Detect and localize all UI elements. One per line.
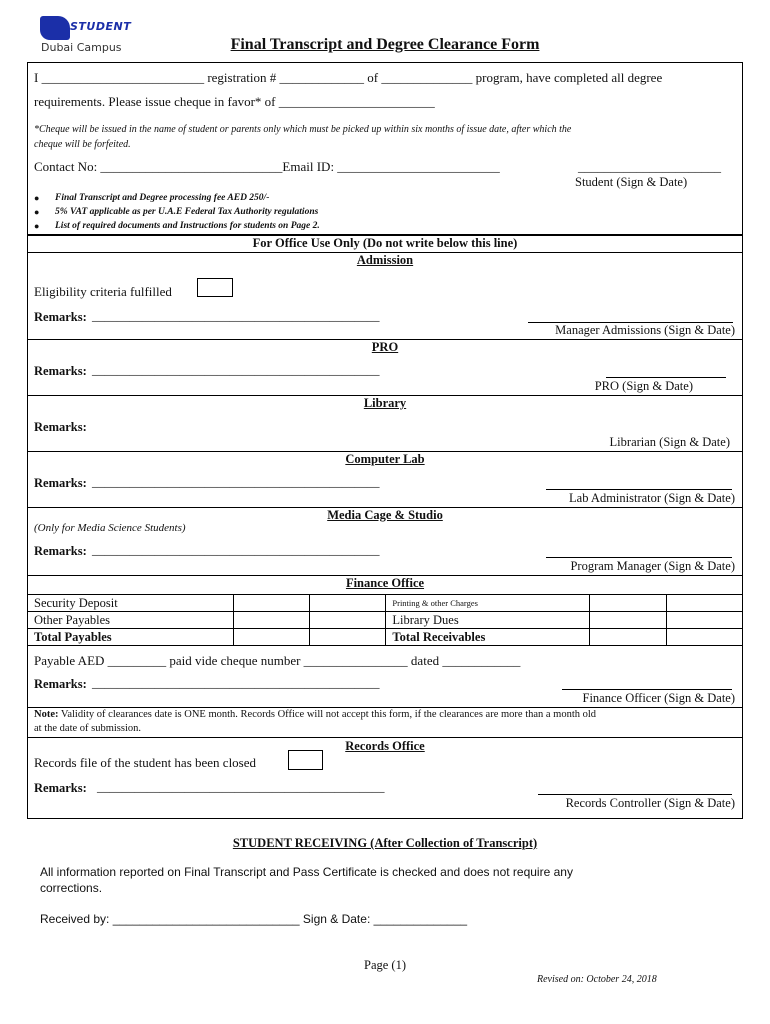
media-note: (Only for Media Science Students): [34, 522, 186, 534]
table-row: [28, 629, 743, 646]
validity-note-text: Validity of clearances date is ONE month. Records Office will not accept this form, if the clearances are more than a month old: [58, 709, 597, 720]
finance-sign-line[interactable]: [562, 689, 732, 690]
pro-sign-line[interactable]: [606, 377, 726, 378]
finance-cell[interactable]: [233, 612, 309, 629]
finance-right-label: Total Receivables: [386, 629, 590, 646]
finance-cell[interactable]: [310, 612, 386, 629]
eligibility-label: Eligibility criteria fulfilled: [34, 284, 172, 299]
eligibility-checkbox[interactable]: [197, 278, 233, 297]
finance-cell[interactable]: [666, 612, 742, 629]
validity-note-label: Note:: [34, 709, 59, 720]
media-sign-label: Program Manager (Sign & Date): [570, 559, 735, 573]
finance-cell[interactable]: [310, 595, 386, 612]
computer-lab-heading: Computer Lab: [345, 452, 425, 466]
received-by-line[interactable]: Received by: ____________________________ Sign & Date: ______________: [40, 912, 468, 926]
divider: [27, 737, 743, 738]
finance-left-label: Security Deposit: [28, 595, 234, 612]
bullet-fee: Final Transcript and Degree processing fee AED 250/-: [55, 193, 270, 203]
finance-remarks-label: Remarks:: [34, 677, 87, 691]
finance-cell[interactable]: [233, 595, 309, 612]
finance-remarks-line[interactable]: ______________________________________________: [92, 676, 380, 690]
cheque-note: *Cheque will be issued in the name of student or parents only which must be picked up within six months of issue date, after which the: [34, 124, 572, 135]
finance-cell[interactable]: [233, 629, 309, 646]
admission-heading: Admission: [356, 253, 414, 267]
lab-sign-line[interactable]: [546, 489, 732, 490]
finance-right-label: Printing & other Charges: [386, 595, 590, 612]
finance-cell[interactable]: [590, 629, 666, 646]
finance-cell[interactable]: [310, 629, 386, 646]
admission-remarks-label: Remarks:: [34, 310, 87, 324]
library-heading: Library: [363, 396, 407, 410]
form-title: Final Transcript and Degree Clearance Form: [230, 36, 540, 53]
logo-wordmark: STUDENT: [70, 20, 132, 33]
lab-remarks-line[interactable]: ______________________________________________: [92, 475, 380, 489]
bullet-dot-icon: ●: [34, 207, 40, 217]
finance-cell[interactable]: [590, 612, 666, 629]
records-closed-label: Records file of the student has been closed: [34, 755, 257, 770]
pro-sign-label: PRO (Sign & Date): [594, 379, 693, 393]
revised-date: Revised on: October 24, 2018: [537, 974, 657, 985]
lab-remarks-label: Remarks:: [34, 476, 87, 490]
pro-remarks-line[interactable]: ______________________________________________: [92, 363, 380, 377]
bullet-dot-icon: ●: [34, 193, 40, 203]
lab-sign-label: Lab Administrator (Sign & Date): [569, 491, 735, 505]
bullet-vat: 5% VAT applicable as per U.A.E Federal Tax Authority regulations: [55, 207, 319, 217]
records-remarks-line[interactable]: ______________________________________________: [97, 780, 385, 794]
finance-table: [27, 594, 743, 646]
office-use-header: For Office Use Only (Do not write below this line): [252, 236, 518, 250]
finance-right-label: Library Dues: [386, 612, 590, 629]
pro-remarks-label: Remarks:: [34, 364, 87, 378]
table-row: [28, 595, 743, 612]
finance-left-label: Other Payables: [28, 612, 234, 629]
divider: [27, 707, 743, 708]
admission-remarks-line[interactable]: ______________________________________________: [92, 309, 380, 323]
table-row: [28, 612, 743, 629]
cheque-note-2: cheque will be forfeited.: [34, 139, 131, 150]
receiving-text-2: corrections.: [40, 881, 103, 895]
finance-cell[interactable]: [666, 595, 742, 612]
student-sign-line: ______________________: [578, 159, 721, 174]
contact-line: Contact No: ____________________________Email ID: _________________________: [34, 159, 500, 174]
library-remarks-label: Remarks:: [34, 420, 87, 434]
validity-note: [34, 709, 596, 720]
finance-heading: Finance Office: [345, 576, 425, 590]
records-sign-line[interactable]: [538, 794, 732, 795]
pro-heading: PRO: [371, 340, 399, 354]
divider: [27, 252, 743, 253]
bullet-docs: List of required documents and Instructions for students on Page 2.: [55, 221, 320, 231]
intro-line-2: requirements. Please issue cheque in favor* of ________________________: [34, 94, 435, 109]
receiving-heading: STUDENT RECEIVING (After Collection of Transcript): [232, 836, 538, 850]
media-remarks-line[interactable]: ______________________________________________: [92, 543, 380, 557]
records-remarks-label: Remarks:: [34, 781, 87, 795]
intro-line-1: I _________________________ registration # _____________ of ______________ program, have completed all degree: [34, 70, 663, 85]
logo-campus: Dubai Campus: [41, 41, 122, 54]
finance-cell[interactable]: [666, 629, 742, 646]
media-heading: Media Cage & Studio: [327, 508, 443, 522]
student-sign-label: Student (Sign & Date): [575, 175, 688, 189]
bullet-dot-icon: ●: [34, 221, 40, 231]
receiving-text-1: All information reported on Final Transcript and Pass Certificate is checked and does not require any: [40, 865, 573, 879]
validity-note-2: at the date of submission.: [34, 723, 142, 734]
finance-left-label: Total Payables: [28, 629, 234, 646]
page-number: Page (1): [364, 958, 406, 972]
records-sign-label: Records Controller (Sign & Date): [565, 796, 735, 810]
finance-sign-label: Finance Officer (Sign & Date): [582, 691, 735, 705]
records-closed-checkbox[interactable]: [288, 750, 323, 770]
admission-sign-label: Manager Admissions (Sign & Date): [555, 323, 735, 337]
payable-line: Payable AED _________ paid vide cheque number ________________ dated ____________: [34, 653, 521, 668]
media-sign-line[interactable]: [546, 557, 732, 558]
library-sign-label: Librarian (Sign & Date): [609, 435, 730, 449]
records-heading: Records Office: [345, 739, 425, 753]
media-remarks-label: Remarks:: [34, 544, 87, 558]
finance-cell[interactable]: [590, 595, 666, 612]
